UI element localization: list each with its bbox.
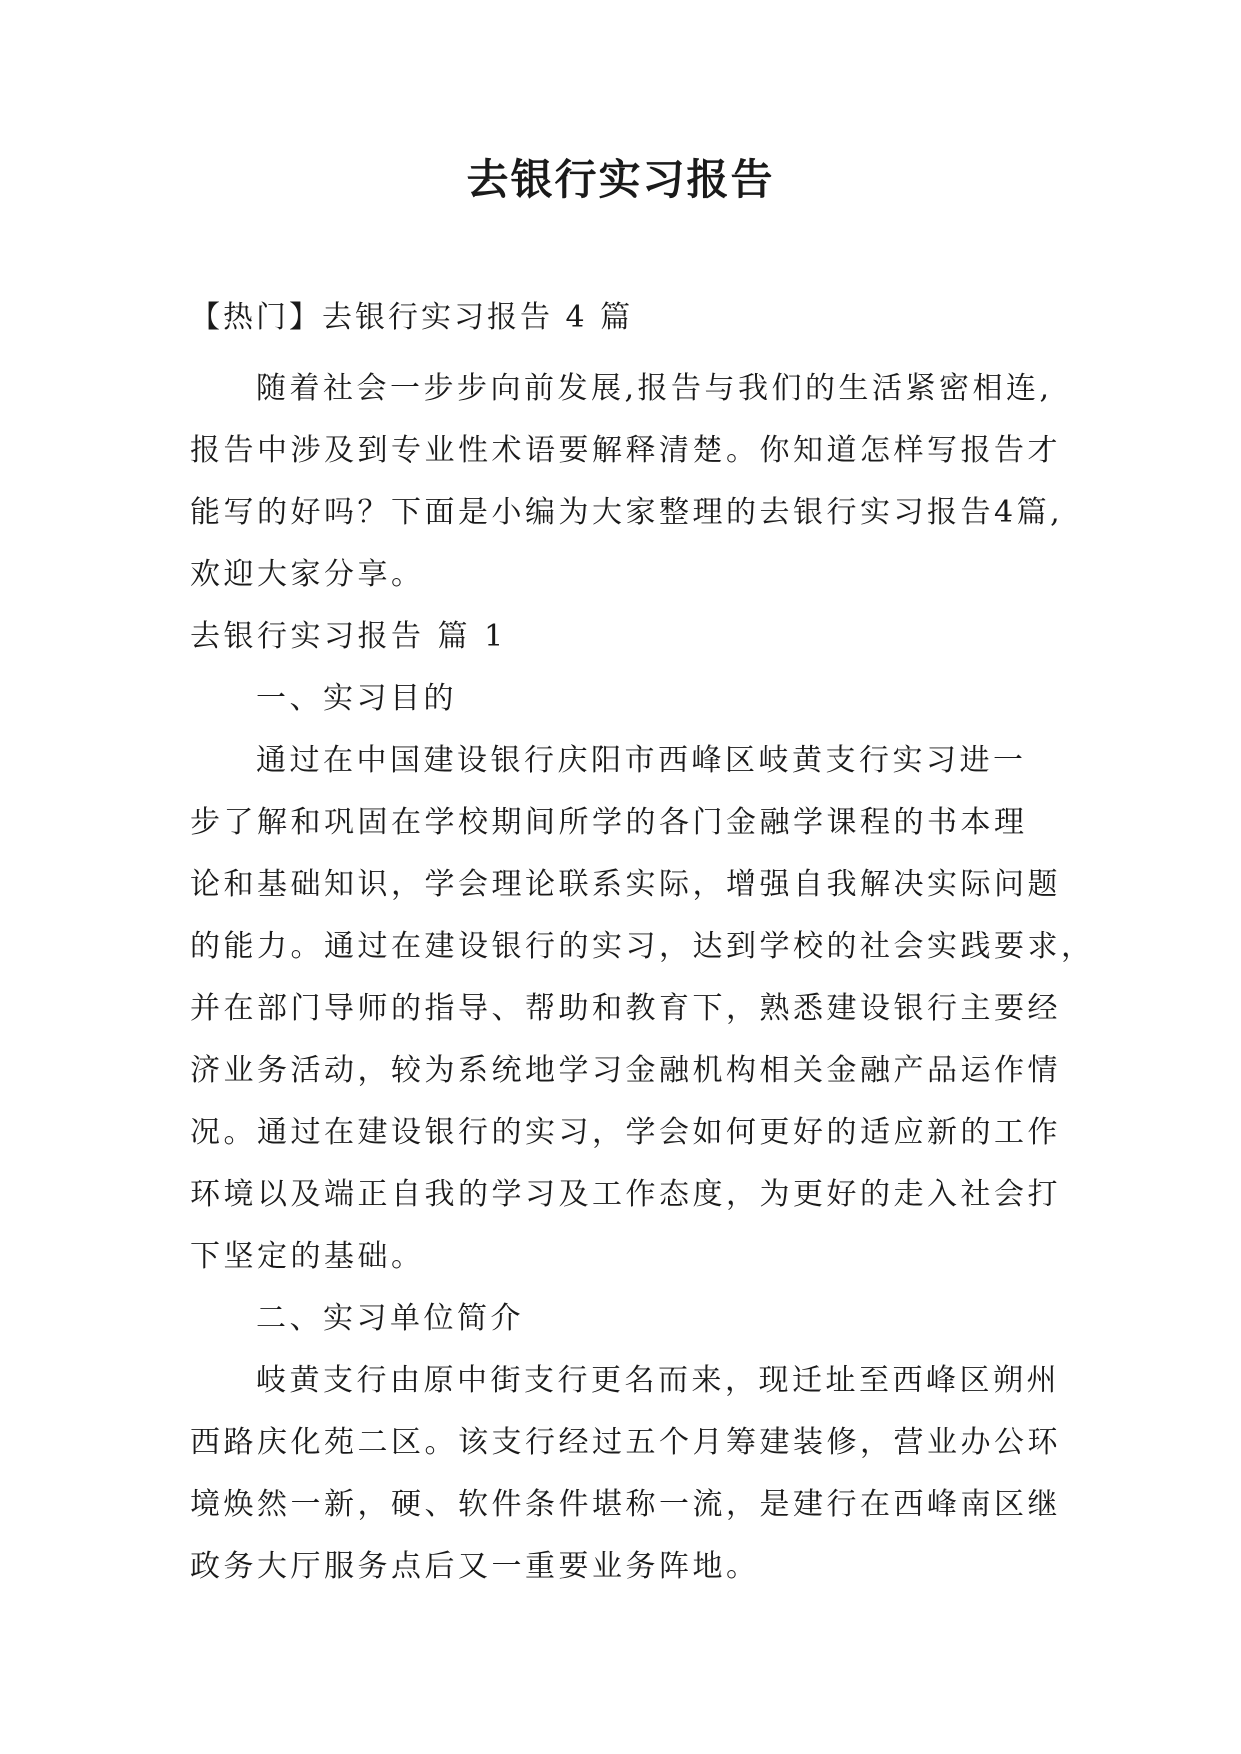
paragraph-line: 欢迎大家分享。 [190,557,425,592]
paragraph-line: 的能力。通过在建设银行的实习，达到学校的社会实践要求， [190,929,1095,964]
subsection-heading: 一、实习目的 [256,681,457,716]
paragraph-line: 步了解和巩固在学校期间所学的各门金融学课程的书本理 [190,805,1028,840]
document-title: 去银行实习报告 [466,155,775,204]
paragraph-line: 政务大厅服务点后又一重要业务阵地。 [190,1549,760,1584]
paragraph-line: 西路庆化苑二区。该支行经过五个月筹建装修，营业办公环 [190,1425,1061,1460]
paragraph-line: 岐黄支行由原中街支行更名而来，现迁址至西峰区朔州 [256,1363,1060,1398]
paragraph-line: 报告中涉及到专业性术语要解释清楚。你知道怎样写报告才 [190,433,1061,468]
paragraph-line: 能写的好吗？下面是小编为大家整理的去银行实习报告4篇, [190,495,1064,530]
paragraph-line: 环境以及端正自我的学习及工作态度，为更好的走入社会打 [190,1177,1061,1212]
paragraph-line: 论和基础知识，学会理论联系实际，增强自我解决实际问题 [190,867,1061,902]
paragraph-line: 通过在中国建设银行庆阳市西峰区岐黄支行实习进一 [256,743,1027,778]
paragraph-line: 济业务活动，较为系统地学习金融机构相关金融产品运作情 [190,1053,1061,1088]
paragraph-line: 随着社会一步步向前发展,报告与我们的生活紧密相连, [256,371,1053,406]
paragraph-line: 下坚定的基础。 [190,1239,425,1274]
paragraph-line: 况。通过在建设银行的实习，学会如何更好的适应新的工作 [190,1115,1061,1150]
paragraph-line: 并在部门导师的指导、帮助和教育下，熟悉建设银行主要经 [190,991,1061,1026]
document-subtitle: 【热门】去银行实习报告 4 篇 [190,300,634,335]
paragraph-line: 境焕然一新，硬、软件条件堪称一流，是建行在西峰南区继 [190,1487,1061,1522]
section-heading: 去银行实习报告 篇 1 [190,619,507,654]
subsection-heading: 二、实习单位简介 [256,1301,524,1336]
document-body [190,358,1095,1598]
